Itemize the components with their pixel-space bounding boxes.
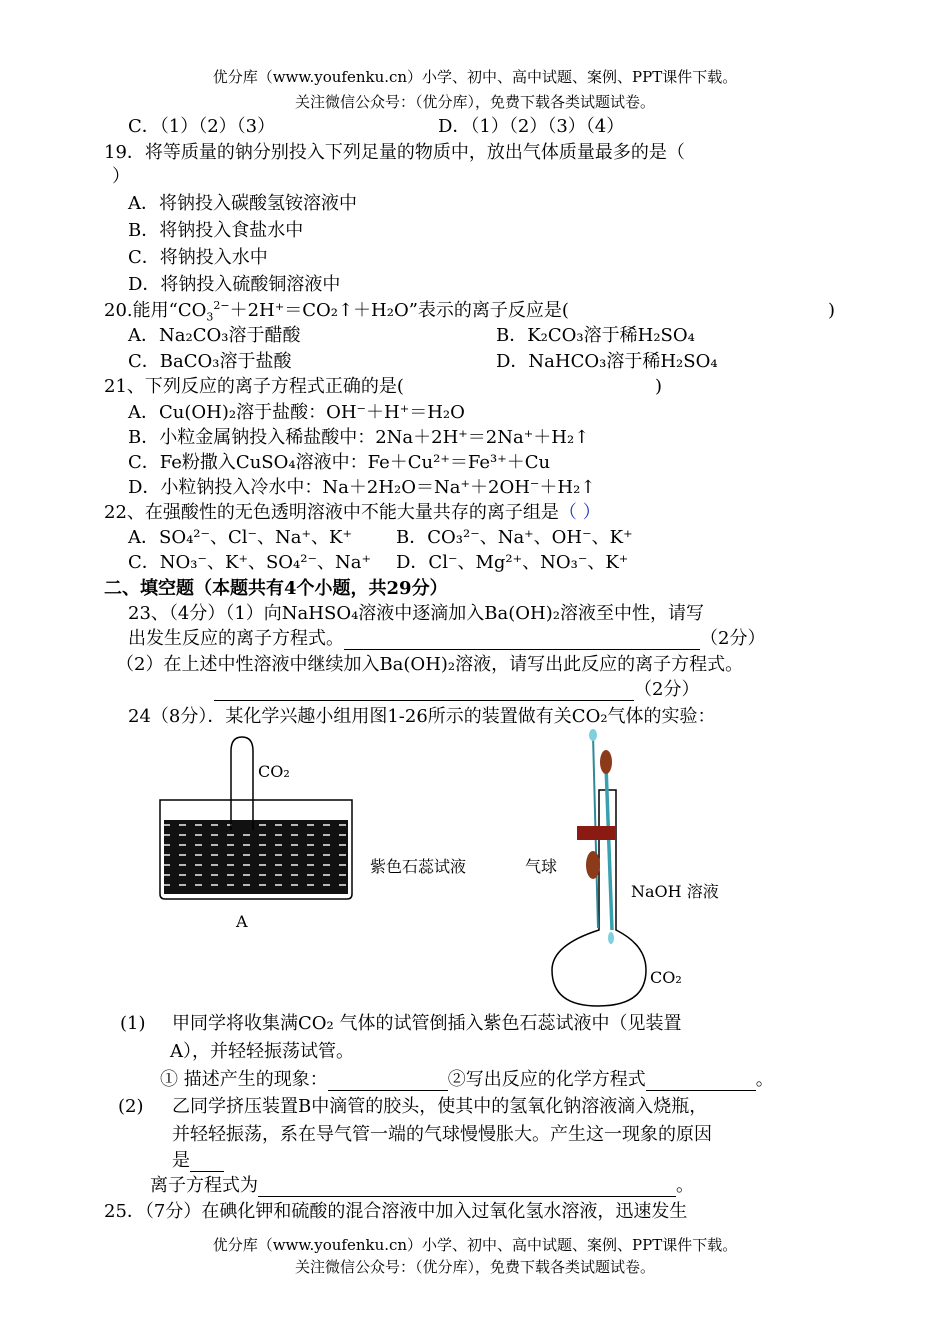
footer-line-1: 优分库（www.youfenku.cn）小学、初中、高中试题、案例、PPT课件下载。 [212, 1236, 738, 1254]
q24-part-2-line-4: 离子方程式为 。 [150, 1175, 694, 1196]
q24-stem: 24（8分）．某化学兴趣小组用图1-26所示的装置做有关CO₂气体的实验： [128, 706, 716, 727]
q20-stem-end: ) [828, 300, 836, 321]
q21-option-a: A．Cu(OH)₂溶于盐酸：OH⁻＋H⁺＝H₂O [128, 402, 465, 423]
q24-reason-blank[interactable] [190, 1153, 224, 1172]
q24-part-1-number: (1) [120, 1013, 146, 1034]
q21-stem: 21、下列反应的离子方程式正确的是( [104, 376, 404, 397]
q25-stem: 25．（7分）在碘化钾和硫酸的混合溶液中加入过氧化氢水溶液，迅速发生 [104, 1201, 688, 1222]
q24-equation-blank[interactable] [646, 1072, 756, 1091]
header-line-2: 关注微信公众号：（优分库），免费下载各类试题试卷。 [294, 93, 655, 111]
q24-ionic-equation-blank[interactable] [258, 1178, 676, 1197]
apparatus-b [552, 729, 646, 1006]
q22-option-c: C．NO₃⁻、K⁺、SO₄²⁻、Na⁺ [128, 552, 371, 573]
q24-part-2-line-3: 是 [172, 1150, 224, 1172]
q24-part-1-line-2: A），并轻轻振荡试管。 [170, 1041, 354, 1062]
q21-option-d: D．小粒钠投入冷水中：Na＋2H₂O＝Na⁺＋2OH⁻＋H₂↑ [128, 477, 596, 498]
q19-stem: 19．将等质量的钠分别投入下列足量的物质中，放出气体质量最多的是（ [104, 142, 685, 163]
q24-part-1-line-3: ① 描述产生的现象： ②写出反应的化学方程式 。 [160, 1069, 774, 1090]
q19-option-c: C．将钠投入水中 [128, 247, 268, 268]
q20-option-c: C．BaCO₃溶于盐酸 [128, 351, 292, 372]
q19-option-a: A．将钠投入碳酸氢铵溶液中 [128, 193, 357, 214]
inverted-test-tube [231, 737, 253, 830]
dropper-bulb [600, 750, 612, 774]
apparatus-a [160, 737, 352, 899]
q24-part-1-line-1: 甲同学将收集满CO₂ 气体的试管倒插入紫色石蕊试液中（见装置 [172, 1013, 682, 1034]
q19-stem-end: ） [112, 166, 130, 187]
q20-option-d: D．NaHCO₃溶于稀H₂SO₄ [496, 351, 718, 372]
q22-option-a: A．SO₄²⁻、Cl⁻、Na⁺、K⁺ [128, 527, 352, 548]
q23-line-2: 出发生反应的离子方程式。 （2分） [128, 628, 766, 649]
q20-option-a: A．Na₂CO₃溶于醋酸 [128, 325, 301, 346]
q22-stem: 22、在强酸性的无色透明溶液中不能大量共存的离子组是（ ） [104, 502, 601, 523]
q22-option-d: D．Cl⁻、Mg²⁺、NO₃⁻、K⁺ [396, 552, 629, 573]
q23-line-3: （2）在上述中性溶液中继续加入Ba(OH)₂溶液，请写出此反应的离子方程式。 [116, 654, 744, 675]
header-line-1: 优分库（www.youfenku.cn）小学、初中、高中试题、案例、PPT课件下载。 [212, 68, 738, 86]
section-2-title: 二、填空题（本题共有4个小题，共29分） [104, 578, 448, 599]
litmus-solution [164, 820, 348, 894]
q19-option-d: D．将钠投入硫酸铜溶液中 [128, 274, 341, 295]
label-balloon: 气球 [525, 857, 558, 876]
q21-option-c: C．Fe粉撒入CuSO₄溶液中：Fe＋Cu²⁺＝Fe³⁺＋Cu [128, 452, 551, 473]
q20-option-b: B．K₂CO₃溶于稀H₂SO₄ [496, 325, 695, 346]
drop-tip [608, 932, 614, 944]
footer-line-2: 关注微信公众号：（优分库），免费下载各类试题试卷。 [294, 1258, 655, 1276]
q24-part-2-number: (2) [118, 1096, 144, 1117]
label-naoh: NaOH 溶液 [631, 882, 719, 901]
q24-part-2-line-2: 并轻轻振荡，系在导气管一端的气球慢慢胀大。产生这一现象的原因 [172, 1124, 712, 1145]
q21-stem-end: ) [655, 376, 663, 397]
q24-phenomenon-blank[interactable] [328, 1072, 448, 1091]
q23-line-1: 23、（4分）（1）向NaHSO₄溶液中逐滴加入Ba(OH)₂溶液至中性，请写 [128, 603, 704, 624]
label-co2-flask: CO₂ [650, 968, 682, 987]
q18-option-c: C．（1）（2）（3） [128, 116, 276, 137]
tube-tip-top [589, 729, 597, 741]
stopper [577, 826, 615, 840]
q24-part-2-line-1: 乙同学挤压装置B中滴管的胶头，使其中的氢氧化钠溶液滴入烧瓶， [172, 1096, 708, 1117]
label-a: A [236, 912, 248, 931]
q22-option-b: B．CO₃²⁻、Na⁺、OH⁻、K⁺ [396, 527, 633, 548]
label-litmus: 紫色石蕊试液 [370, 857, 467, 876]
q23-line-4: （2分） [214, 679, 699, 701]
balloon [586, 851, 600, 879]
q21-option-b: B．小粒金属钠投入稀盐酸中：2Na＋2H⁺＝2Na⁺＋H₂↑ [128, 427, 590, 448]
label-co2-tube: CO₂ [258, 762, 290, 781]
q20-stem: 20.能用“$CO_3^{2-}+2H^+=CO_2↑+H_2O$”表示的离子反应是( [104, 299, 569, 324]
q22-answer-paren: （ ） [558, 502, 601, 523]
q19-option-b: B．将钠投入食盐水中 [128, 220, 304, 241]
q18-option-d: D．（1）（2）（3）（4） [438, 116, 625, 137]
